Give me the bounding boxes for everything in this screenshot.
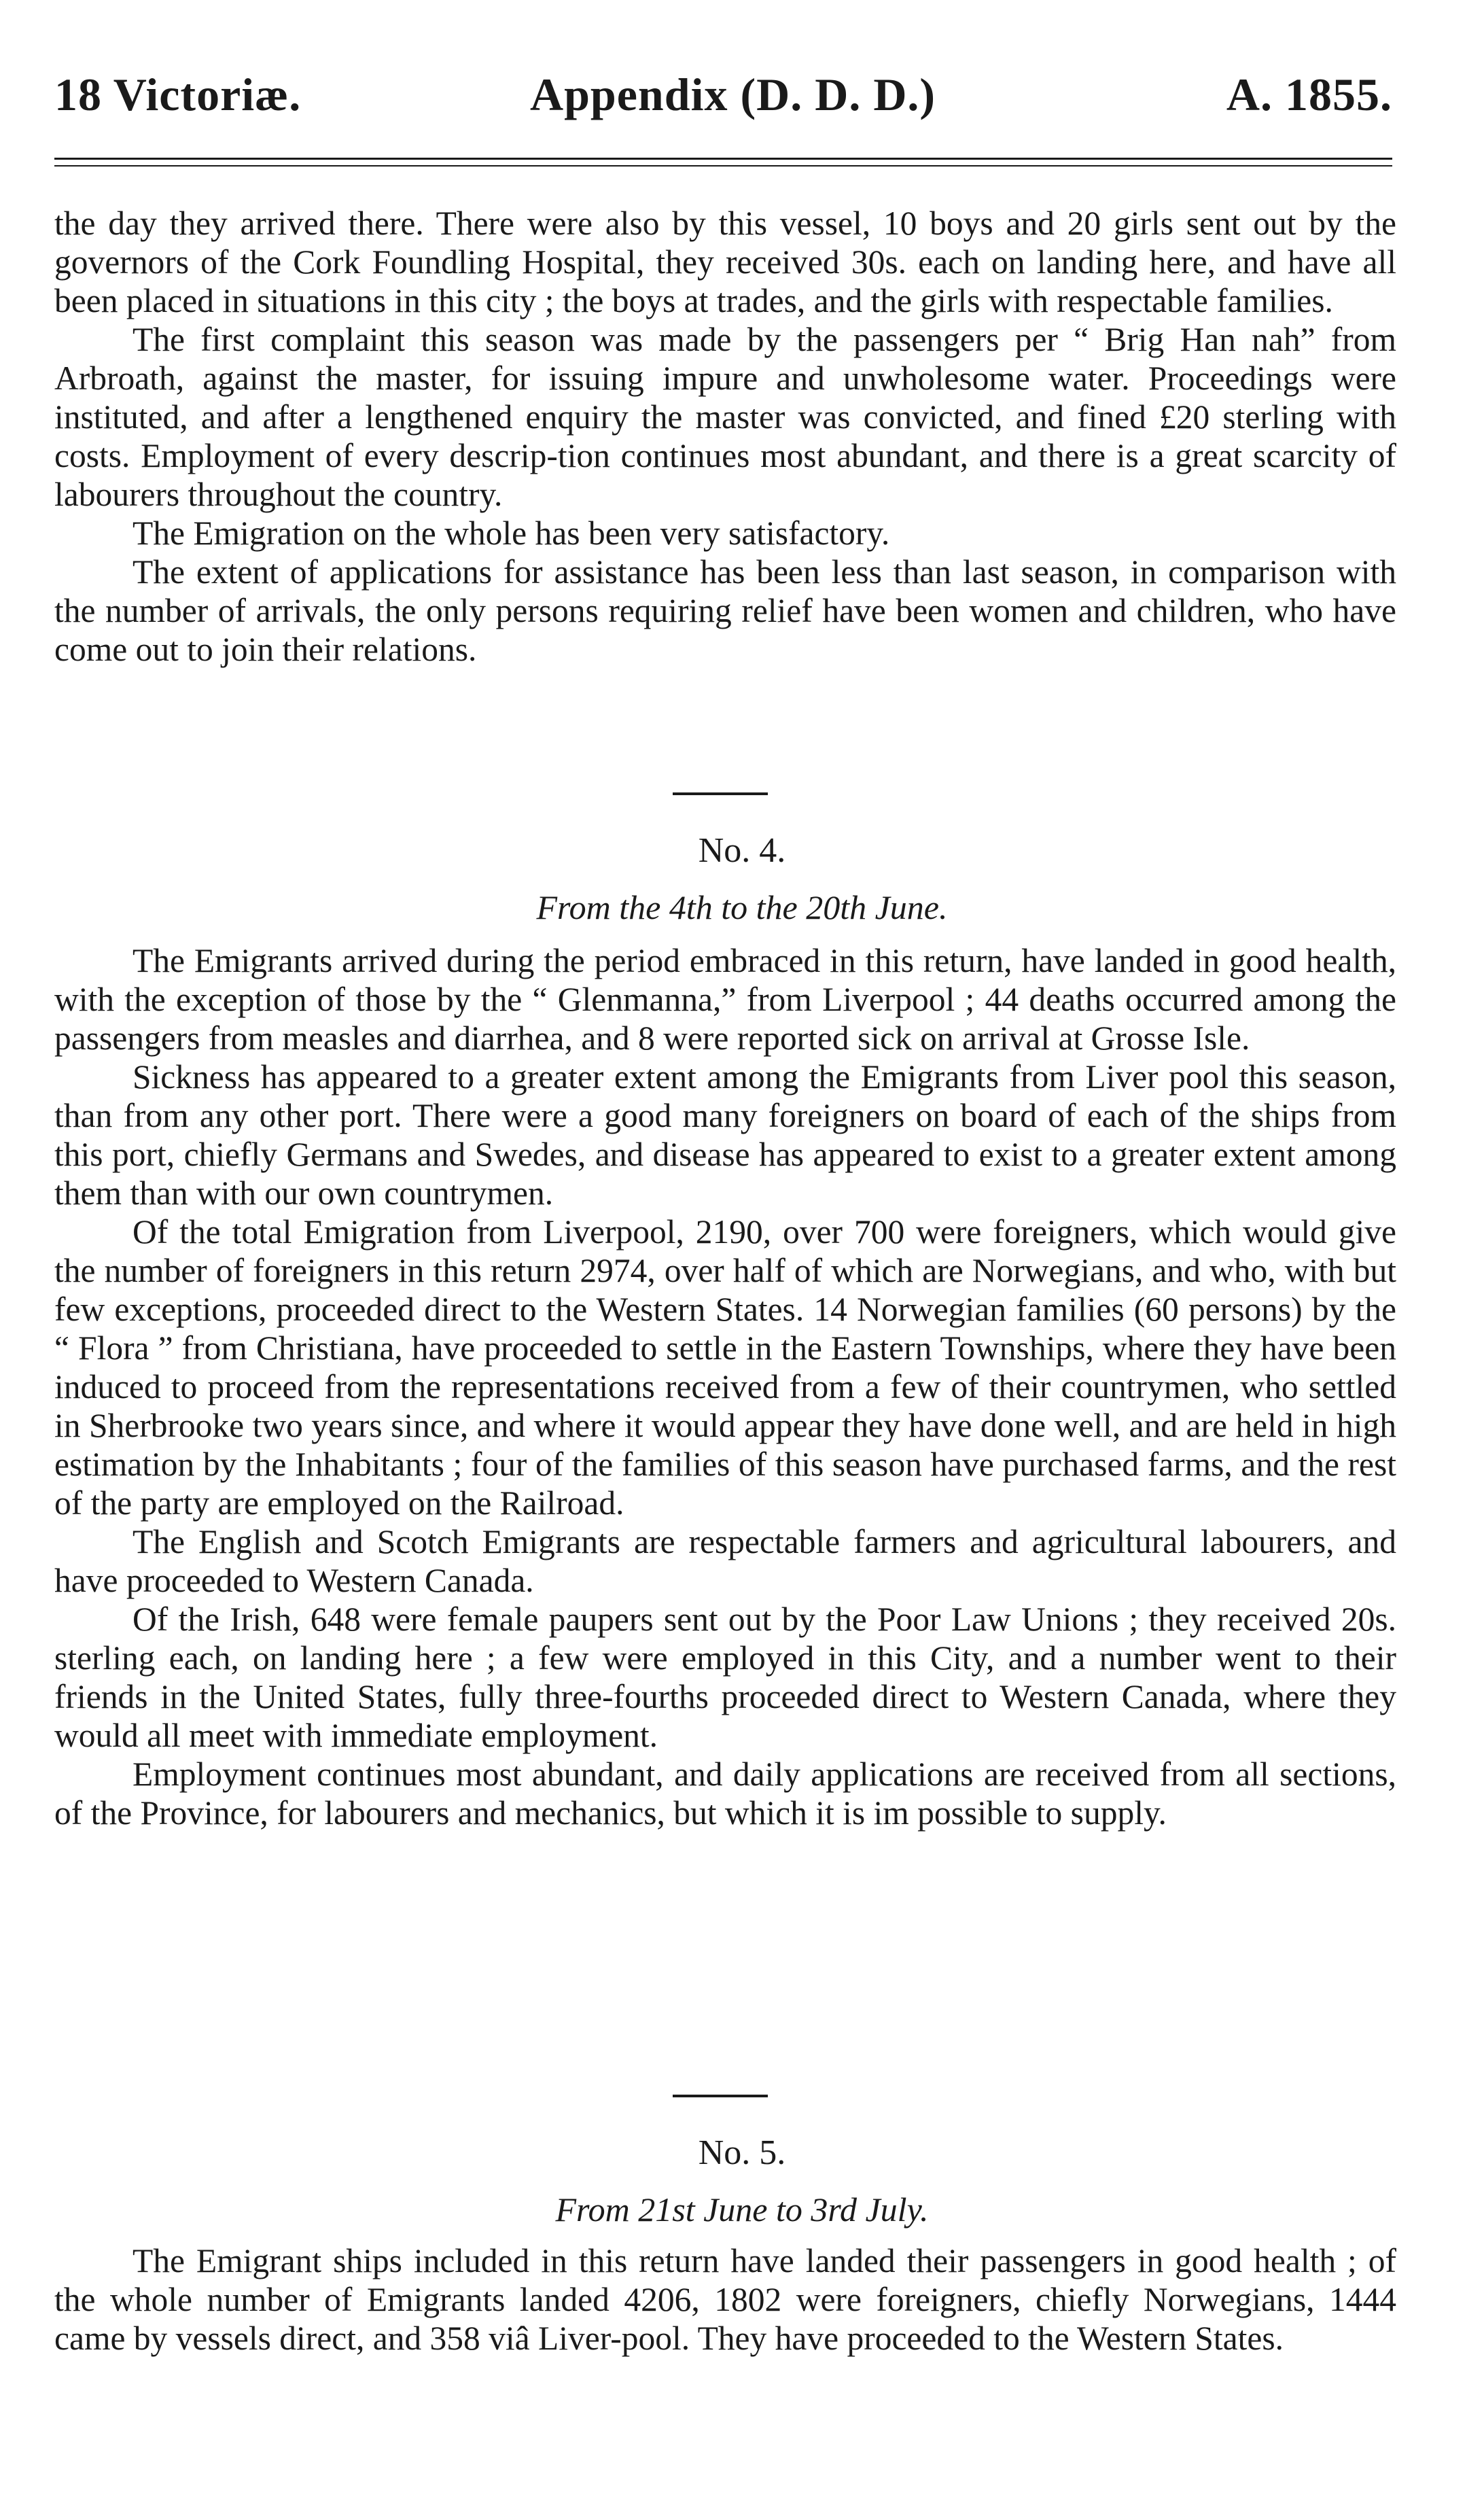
header-year: A. 1855. (1226, 69, 1392, 120)
section-separator (673, 2095, 768, 2097)
header-rule-thin (54, 165, 1392, 167)
paragraph: Of the total Emigration from Liverpool, 2190, over 700 were foreigners, which would give the number of foreigners in this return 2974, over half of which are Norwegians, and who, with but few exceptions, proceeded direct to the Western States. 14 Norwegian families (60 persons) by the “ Flora ” from Christiana, have proceeded to settle in the Eastern Townships, where they have been induced to proceed from the representations received from a few of their countrymen, who settled in Sherbrooke two years since, and where it would appear they have done well, and are held in high estimation by the Inhabitants ; four of the families of this season have purchased farms, and the rest of the party are employed on the Railroad. (54, 1213, 1396, 1522)
section-5-date: From 21st June to 3rd July. (555, 2190, 929, 2229)
paragraph: the day they arrived there. There were also by this vessel, 10 boys and 20 girls sent out by the governors of the Cork Foundling Hospital, they received 30s. each on landing here, and have all been placed in situations in this city ; the boys at trades, and the girls with respectable families. (54, 205, 1396, 319)
section-5-number: No. 5. (698, 2133, 786, 2172)
paragraph: Of the Irish, 648 were female paupers sent out by the Poor Law Unions ; they received 20s. sterling each, on landing here ; a few were employed in this City, and a number went to their friends in the United States, fully three-fourths proceeded direct to Western Canada, where they would all meet with immediate employment. (54, 1601, 1396, 1754)
section-4-text-block (54, 941, 1396, 1832)
header-rule-thick (54, 158, 1392, 160)
header-regnal-year: 18 Victoriæ. (54, 69, 302, 120)
paragraph: Sickness has appeared to a greater extent among the Emigrants from Liver pool this season, than from any other port. There were a good many foreigners on board of each of the ships from this port, chiefly Germans and Swedes, and disease has appeared to exist to a greater extent among them than with our own countrymen. (54, 1058, 1396, 1212)
header-appendix-title: Appendix (D. D. D.) (530, 69, 936, 120)
paragraph: The Emigration on the whole has been very satisfactory. (132, 514, 890, 552)
intro-text-block (54, 204, 1396, 669)
paragraph: The extent of applications for assistance has been less than last season, in comparison with the number of arrivals, the only persons requiring relief have been women and children, who have come out to join their relations. (54, 553, 1396, 668)
paragraph: The Emigrants arrived during the period embraced in this return, have landed in good health, with the exception of those by the “ Glenmanna,” from Liverpool ; 44 deaths occurred among the passengers from measles and diarrhea, and 8 were reported sick on arrival at Grosse Isle. (54, 942, 1396, 1057)
section-5-text-block (54, 2241, 1396, 2358)
paragraph: The Emigrant ships included in this return have landed their passengers in good health ; of the whole number of Emigrants landed 4206, 1802 were foreigners, chiefly Norwegians, 1444 came by vessels direct, and 358 viâ Liver-pool. They have proceeded to the Western States. (54, 2242, 1396, 2357)
section-4-date: From the 4th to the 20th June. (536, 888, 948, 926)
paragraph: The first complaint this season was made by the passengers per “ Brig Han nah” from Arbroath, against the master, for issuing impure and unwholesome water. Proceedings were instituted, and after a lengthened enquiry the master was convicted, and fined £20 sterling with costs. Employment of every descrip-tion continues most abundant, and there is a great scarcity of labourers throughout the country. (54, 321, 1396, 513)
running-header (54, 68, 1392, 129)
section-separator (673, 792, 768, 795)
section-4-number: No. 4. (698, 831, 786, 870)
paragraph: The English and Scotch Emigrants are respectable farmers and agricultural labourers, and have proceeded to Western Canada. (54, 1523, 1396, 1599)
paragraph: Employment continues most abundant, and daily applications are received from all sections, of the Province, for labourers and mechanics, but which it is im possible to supply. (54, 1755, 1396, 1832)
